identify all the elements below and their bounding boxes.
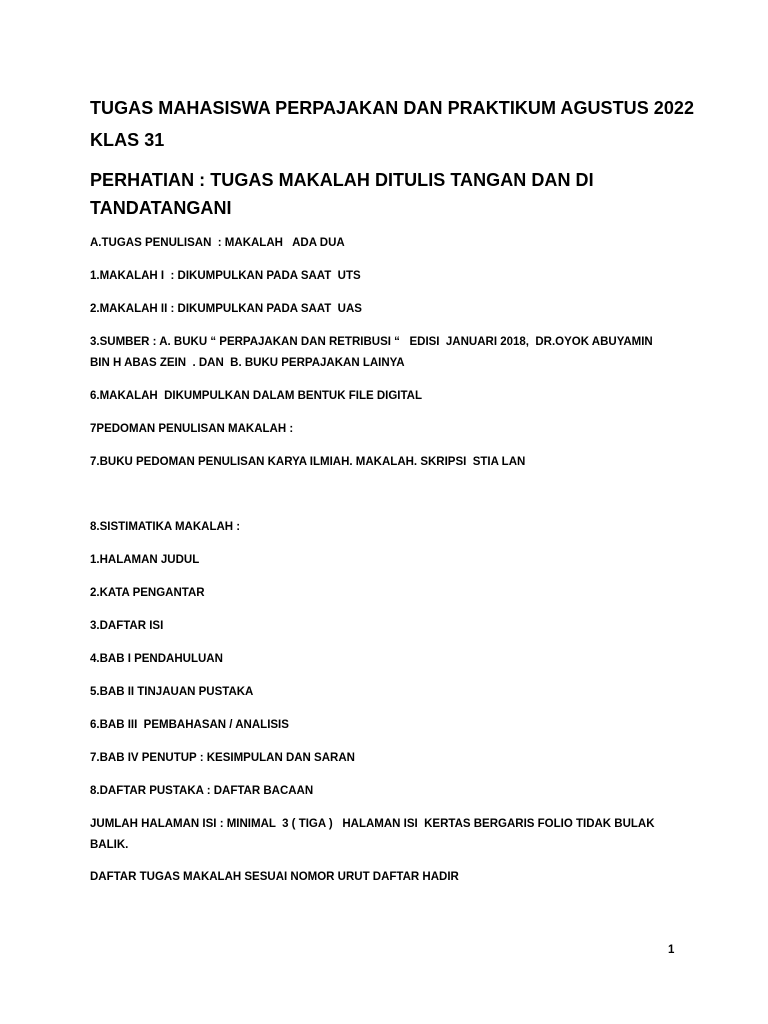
sistimatika-item: 4.BAB I PENDAHULUAN	[90, 653, 223, 665]
sumber-text-line2: BIN H ABAS ZEIN . DAN B. BUKU PERPAJAKAN LAINYA	[90, 357, 405, 369]
notice-heading-line2: TANDATANGANI	[90, 198, 232, 218]
sistimatika-item: 3.DAFTAR ISI	[90, 620, 164, 632]
makalah-1-text: 1.MAKALAH I : DIKUMPULKAN PADA SAAT UTS	[90, 270, 361, 282]
notice-heading-line1: PERHATIAN : TUGAS MAKALAH DITULIS TANGAN DAN DI	[90, 170, 594, 190]
sistimatika-item: 5.BAB II TINJAUAN PUSTAKA	[90, 686, 254, 698]
sistimatika-item: 8.DAFTAR PUSTAKA : DAFTAR BACAAN	[90, 785, 314, 797]
tugas-penulisan-text: A.TUGAS PENULISAN : MAKALAH ADA DUA	[90, 237, 345, 249]
sumber-text-line1: 3.SUMBER : A. BUKU “ PERPAJAKAN DAN RETRIBUSI “ EDISI JANUARI 2018, DR.OYOK ABUYAMIN	[90, 336, 653, 348]
sistimatika-heading: 8.SISTIMATIKA MAKALAH :	[90, 521, 241, 533]
document-title-line2: KLAS 31	[90, 130, 165, 150]
document-title-line1: TUGAS MAHASISWA PERPAJAKAN DAN PRAKTIKUM AGUSTUS 2022	[90, 98, 695, 118]
sistimatika-item: 2.KATA PENGANTAR	[90, 587, 205, 599]
daftar-tugas-text: DAFTAR TUGAS MAKALAH SESUAI NOMOR URUT DAFTAR HADIR	[90, 871, 459, 883]
sistimatika-item: 7.BAB IV PENUTUP : KESIMPULAN DAN SARAN	[90, 752, 355, 764]
buku-pedoman-text: 7.BUKU PEDOMAN PENULISAN KARYA ILMIAH. MAKALAH. SKRIPSI STIA LAN	[90, 456, 526, 468]
sistimatika-item: 6.BAB III PEMBAHASAN / ANALISIS	[90, 719, 289, 731]
sistimatika-item: 1.HALAMAN JUDUL	[90, 554, 200, 566]
pedoman-heading: 7PEDOMAN PENULISAN MAKALAH :	[90, 423, 294, 435]
page-number: 1	[668, 944, 675, 956]
file-digital-text: 6.MAKALAH DIKUMPULKAN DALAM BENTUK FILE DIGITAL	[90, 390, 422, 402]
jumlah-halaman-text-line1: JUMLAH HALAMAN ISI : MINIMAL 3 ( TIGA ) HALAMAN ISI KERTAS BERGARIS FOLIO TIDAK BULAK	[90, 818, 655, 830]
makalah-2-text: 2.MAKALAH II : DIKUMPULKAN PADA SAAT UAS	[90, 303, 362, 315]
jumlah-halaman-text-line2: BALIK.	[90, 839, 129, 851]
